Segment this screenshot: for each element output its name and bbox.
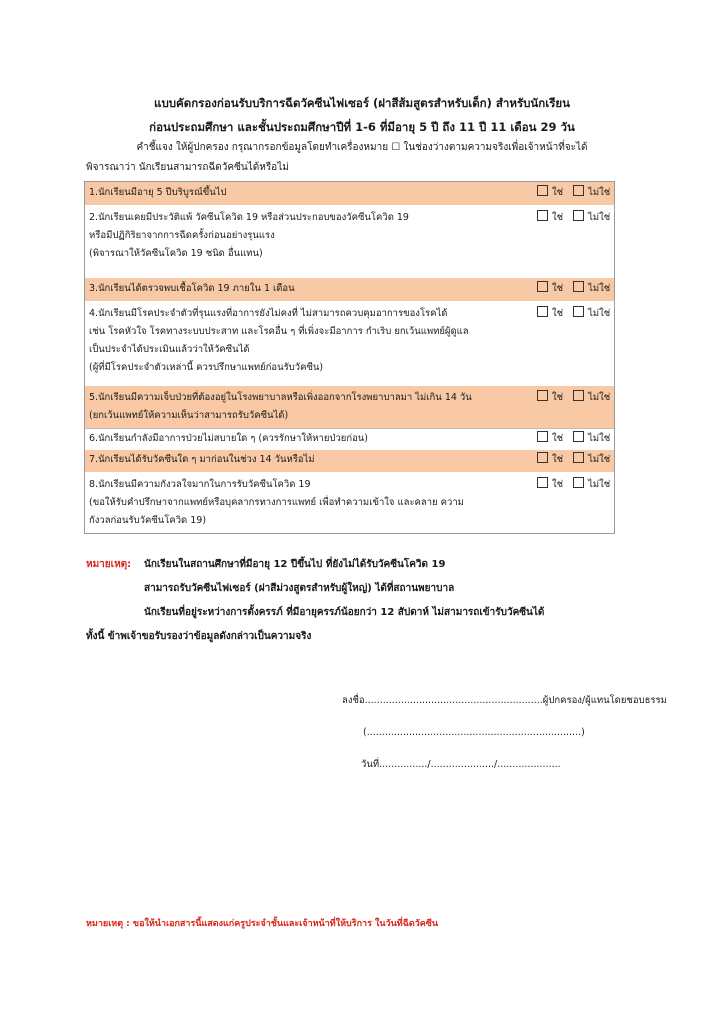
- footer-note: หมายเหตุ : ขอให้นำเอกสารนี้แสดงแก่ครูประจำชั้นและเจ้าหน้าที่ให้บริการ ในวันที่ฉีดวัคซีน: [86, 919, 439, 929]
- question-text-4: 4.นักเรียนมีโรคประจำตัวที่รุนแรงที่อาการยังไม่คงที่ ไม่สามารถควบคุมอาการของโรคได้ เช่น โรคหัวใจ โรคทางระบบประสาท และโรคอื่น ๆ ที่เพิ่งจะมีอาการ กำเริบ ยกเว้นแพทย์ผู้ดูแล เป็นประจำได้ประเมินแล้วว่าให้วัคซีนได้ (ผู้ที่มีโรคประจำตัวเหล่านี้ ควรปรึกษาแพทย์ก่อนรับวัคซีน): [89, 308, 469, 373]
- answer-options-1: [537, 184, 617, 202]
- yes-label: ใช่: [552, 433, 564, 444]
- question-text-5: 5.นักเรียนมีความเจ็บป่วยที่ต้องอยู่ในโรงพยาบาลหรือเพิ่งออกจากโรงพยาบาลมา ไม่เกิน 14 วัน (ยกเว้นแพทย์ให้ความเห็นว่าสามารถรับวัคซีนได้): [89, 392, 472, 421]
- question-text-1: 1.นักเรียนมีอายุ 5 ปีบริบูรณ์ขึ้นไป: [89, 187, 227, 198]
- note-line-3: นักเรียนที่อยู่ระหว่างการตั้งครรภ์ ที่มีอายุครรภ์น้อยกว่า 12 สัปดาห์ ไม่สามารถเข้ารับวัคซีนได้: [144, 607, 545, 618]
- question-row-3: [85, 278, 614, 301]
- name-line[interactable]: (.......................................................................): [363, 727, 585, 738]
- checkbox-yes-4[interactable]: [537, 306, 548, 317]
- yes-label: ใช่: [552, 479, 564, 490]
- question-text-3: 3.นักเรียนได้ตรวจพบเชื้อโควิด 19 ภายใน 1 เดือน: [89, 283, 295, 294]
- checkbox-yes-5[interactable]: [537, 390, 548, 401]
- checkbox-yes-6[interactable]: [537, 431, 548, 442]
- no-label: ไม่ใช่: [588, 479, 611, 490]
- answer-options-3: [537, 280, 617, 298]
- checkbox-yes-8[interactable]: [537, 477, 548, 488]
- checkbox-no-7[interactable]: [573, 452, 584, 463]
- question-row-2: [85, 205, 614, 278]
- note-label: หมายเหตุ:: [86, 559, 132, 570]
- question-text-8: 8.นักเรียนมีความกังวลใจมากในการรับวัคซีนโควิด 19 (ขอให้รับคำปรึกษาจากแพทย์หรือบุคลากรทางการแพทย์ เพื่อทำความเข้าใจ และคลาย ความ กังวลก่อนรับวัคซีนโควิด 19): [89, 479, 464, 526]
- checkbox-no-2[interactable]: [573, 210, 584, 221]
- no-label: ไม่ใช่: [588, 283, 611, 294]
- checkbox-no-3[interactable]: [573, 281, 584, 292]
- question-row-4: [85, 301, 614, 386]
- question-text-6: 6.นักเรียนกำลังมีอาการป่วยไม่สบายใด ๆ (ควรรักษาให้หายป่วยก่อน): [89, 433, 369, 444]
- question-row-7: [85, 450, 614, 472]
- answer-options-8: [537, 476, 617, 494]
- no-label: ไม่ใช่: [588, 433, 611, 444]
- checkbox-yes-3[interactable]: [537, 281, 548, 292]
- answer-options-7: [537, 451, 617, 469]
- question-row-1: [85, 182, 614, 205]
- no-label: ไม่ใช่: [588, 454, 611, 465]
- question-row-8: [85, 472, 614, 533]
- question-text-7: 7.นักเรียนได้รับวัคซีนใด ๆ มาก่อนในช่วง 14 วันหรือไม่: [89, 454, 315, 465]
- yes-label: ใช่: [552, 187, 564, 198]
- form-title-line1: แบบคัดกรองก่อนรับบริการฉีดวัคซีนไฟเซอร์ (ฝาสีส้มสูตรสำหรับเด็ก) สำหรับนักเรียน: [154, 96, 570, 110]
- answer-options-4: [537, 305, 617, 323]
- date-line[interactable]: วันที่................/...................../.....................: [361, 759, 561, 770]
- checkbox-no-6[interactable]: [573, 431, 584, 442]
- instructions-line1: คำชี้แจง ให้ผู้ปกครอง กรุณากรอกข้อมูลโดยทำเครื่องหมาย ☐ ในช่องว่างตามความจริงเพื่อเจ้าหน้าที่จะได้: [136, 142, 588, 153]
- question-text-2: 2.นักเรียนเคยมีประวัติแพ้ วัคซีนโควิด 19 หรือส่วนประกอบของวัคซีนโควิด 19 หรือมีปฏิกิริยาจากการฉีดครั้งก่อนอย่างรุนแรง (พิจารณาให้วัคซีนโควิด 19 ชนิด อื่นแทน): [89, 212, 409, 259]
- no-label: ไม่ใช่: [588, 212, 611, 223]
- answer-options-2: [537, 209, 617, 227]
- checkbox-no-1[interactable]: [573, 185, 584, 196]
- no-label: ไม่ใช่: [588, 392, 611, 403]
- checkbox-yes-7[interactable]: [537, 452, 548, 463]
- answer-options-5: [537, 389, 617, 407]
- checkbox-yes-2[interactable]: [537, 210, 548, 221]
- yes-label: ใช่: [552, 308, 564, 319]
- instructions-line2: พิจารณาว่า นักเรียนสามารถฉีดวัคซีนได้หรือไม่: [86, 162, 289, 173]
- note-line-1: นักเรียนในสถานศึกษาที่มีอายุ 12 ปีขึ้นไป ที่ยังไม่ได้รับวัคซีนโควิด 19: [144, 559, 446, 570]
- checkbox-no-4[interactable]: [573, 306, 584, 317]
- answer-options-6: [537, 430, 617, 448]
- question-row-5: [85, 386, 614, 428]
- no-label: ไม่ใช่: [588, 308, 611, 319]
- signature-line[interactable]: ลงชื่อ...........................................................ผู้ปกครอง/ผู้แทนโดยชอบธรรม: [342, 695, 667, 706]
- no-label: ไม่ใช่: [588, 187, 611, 198]
- certification-statement: ทั้งนี้ ข้าพเจ้าขอรับรองว่าข้อมูลดังกล่าวเป็นความจริง: [86, 631, 312, 642]
- yes-label: ใช่: [552, 392, 564, 403]
- checkbox-no-8[interactable]: [573, 477, 584, 488]
- question-row-6: [85, 428, 614, 450]
- screening-table: [84, 181, 615, 534]
- yes-label: ใช่: [552, 212, 564, 223]
- form-title-line2: ก่อนประถมศึกษา และชั้นประถมศึกษาปีที่ 1-6 ที่มีอายุ 5 ปี ถึง 11 ปี 11 เดือน 29 วัน: [149, 120, 575, 134]
- checkbox-yes-1[interactable]: [537, 185, 548, 196]
- note-line-2: สามารถรับวัคซีนไฟเซอร์ (ฝาสีม่วงสูตรสำหรับผู้ใหญ่) ได้ที่สถานพยาบาล: [144, 583, 455, 594]
- yes-label: ใช่: [552, 454, 564, 465]
- checkbox-no-5[interactable]: [573, 390, 584, 401]
- yes-label: ใช่: [552, 283, 564, 294]
